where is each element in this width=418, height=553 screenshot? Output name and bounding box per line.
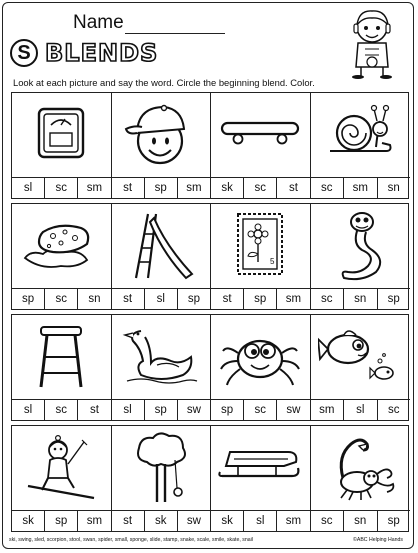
blend-option[interactable]: sp bbox=[211, 400, 244, 420]
scorpion-icon bbox=[321, 432, 399, 504]
picture-card bbox=[12, 315, 112, 419]
picture-card bbox=[311, 426, 411, 530]
sponge-icon bbox=[21, 210, 101, 276]
blend-option[interactable]: sc bbox=[311, 511, 345, 531]
blend-option[interactable]: sp bbox=[187, 293, 200, 305]
blend-option[interactable]: sk bbox=[211, 178, 244, 198]
name-field-line[interactable] bbox=[125, 33, 225, 34]
blend-option[interactable]: sl bbox=[12, 400, 45, 420]
blend-option[interactable]: sp bbox=[387, 293, 400, 305]
blend-option[interactable]: sl bbox=[112, 400, 145, 420]
blend-options bbox=[12, 399, 112, 420]
blend-option[interactable]: st bbox=[211, 289, 244, 309]
instructions-text: Look at each picture and say the word. Circle the beginning blend. Color. bbox=[13, 77, 315, 88]
blend-option[interactable]: sc bbox=[311, 289, 345, 309]
picture-box bbox=[12, 426, 112, 510]
blend-option[interactable]: st bbox=[288, 182, 298, 194]
picture-row bbox=[11, 203, 409, 310]
worksheet-header bbox=[3, 3, 413, 88]
kid-mascot-icon bbox=[341, 7, 403, 79]
picture-box bbox=[311, 204, 411, 288]
blend-option[interactable]: sc bbox=[45, 400, 78, 420]
blend-options bbox=[211, 399, 311, 420]
blends-title: BLENDS bbox=[45, 39, 159, 67]
skateboard-icon bbox=[218, 99, 302, 159]
blend-options bbox=[311, 288, 411, 309]
blend-option[interactable]: sk bbox=[12, 511, 45, 531]
blend-options bbox=[211, 510, 311, 531]
blend-options bbox=[12, 177, 112, 198]
picture-row bbox=[11, 314, 409, 421]
blend-option[interactable]: sc bbox=[45, 178, 78, 198]
picture-box bbox=[211, 426, 311, 510]
picture-box bbox=[311, 93, 411, 177]
blend-options bbox=[112, 177, 212, 198]
picture-box bbox=[12, 204, 112, 288]
blend-option[interactable]: sp bbox=[145, 178, 178, 198]
blend-option[interactable]: sk bbox=[211, 511, 244, 531]
blend-option[interactable]: sk bbox=[145, 511, 178, 531]
blend-options bbox=[211, 177, 311, 198]
blend-option[interactable]: sl bbox=[145, 289, 178, 309]
blend-options bbox=[112, 510, 212, 531]
picture-card bbox=[112, 426, 212, 530]
s-letter-circle: S bbox=[10, 39, 38, 67]
blend-option[interactable]: sp bbox=[145, 400, 178, 420]
blend-option[interactable]: sp bbox=[387, 515, 400, 527]
picture-card bbox=[12, 204, 112, 308]
skier-icon bbox=[24, 432, 98, 502]
blend-option[interactable]: sl bbox=[244, 511, 277, 531]
blend-option[interactable]: sw bbox=[186, 515, 201, 527]
picture-row bbox=[11, 425, 409, 532]
picture-card bbox=[112, 315, 212, 419]
blend-options bbox=[311, 177, 411, 198]
blend-options bbox=[12, 288, 112, 309]
word-list: ski, swing, sled, scorpion, stool, swan, spider, small, sponge, slide, stamp, snake, scale, smile, skate, snail bbox=[9, 537, 253, 543]
blend-options bbox=[311, 399, 411, 420]
name-label: Name bbox=[73, 12, 124, 33]
blend-option[interactable]: sp bbox=[45, 511, 78, 531]
picture-box bbox=[112, 204, 212, 288]
blend-option[interactable]: sm bbox=[344, 178, 378, 198]
blend-options bbox=[112, 288, 212, 309]
blend-option[interactable]: sn bbox=[387, 182, 400, 194]
blend-option[interactable]: sm bbox=[186, 182, 202, 194]
blend-option[interactable]: sc bbox=[244, 178, 277, 198]
tree-swing-icon bbox=[131, 432, 191, 504]
blend-option[interactable]: sm bbox=[86, 182, 103, 194]
picture-box bbox=[12, 93, 112, 177]
slide-icon bbox=[126, 210, 196, 282]
blend-option[interactable]: sw bbox=[286, 404, 301, 416]
picture-box bbox=[311, 426, 411, 510]
blend-options bbox=[311, 510, 411, 531]
blend-option[interactable]: sn bbox=[344, 289, 378, 309]
blend-option[interactable]: st bbox=[112, 178, 145, 198]
blend-option[interactable]: sc bbox=[45, 289, 78, 309]
picture-card bbox=[211, 426, 311, 530]
blend-options bbox=[112, 399, 212, 420]
blend-option[interactable]: sc bbox=[388, 404, 400, 416]
blend-option[interactable]: sn bbox=[344, 511, 378, 531]
picture-box bbox=[311, 315, 411, 399]
picture-card bbox=[12, 93, 112, 197]
picture-card bbox=[311, 93, 411, 197]
blend-option[interactable]: sc bbox=[311, 178, 345, 198]
spider-icon bbox=[219, 321, 301, 393]
picture-card bbox=[211, 93, 311, 197]
picture-box bbox=[112, 426, 212, 510]
picture-card bbox=[211, 315, 311, 419]
picture-card bbox=[12, 426, 112, 530]
svg-text:5: 5 bbox=[270, 257, 275, 266]
smiling-face-with-cap-icon bbox=[124, 99, 198, 171]
swan-icon bbox=[121, 321, 201, 387]
picture-card bbox=[112, 204, 212, 308]
blend-option[interactable]: st bbox=[89, 404, 99, 416]
picture-card bbox=[211, 204, 311, 308]
picture-box bbox=[211, 315, 311, 399]
blend-option[interactable]: st bbox=[112, 511, 145, 531]
picture-card bbox=[112, 93, 212, 197]
blend-option[interactable]: sl bbox=[344, 400, 378, 420]
picture-box bbox=[112, 93, 212, 177]
worksheet-footer bbox=[9, 537, 409, 543]
blend-option[interactable]: sm bbox=[285, 293, 302, 305]
snake-icon bbox=[332, 210, 388, 282]
credit-text: ©ABC Helping Hands bbox=[353, 537, 403, 543]
blend-option[interactable]: sm bbox=[311, 400, 345, 420]
picture-box bbox=[211, 204, 311, 288]
worksheet-page bbox=[2, 2, 414, 549]
stool-icon bbox=[31, 321, 91, 391]
blend-option[interactable]: sl bbox=[12, 178, 45, 198]
picture-box bbox=[112, 315, 212, 399]
blend-option[interactable]: sm bbox=[86, 515, 103, 527]
picture-box bbox=[211, 93, 311, 177]
stamp-icon bbox=[234, 210, 286, 278]
blend-options bbox=[12, 510, 112, 531]
blend-option[interactable]: sp bbox=[12, 289, 45, 309]
picture-row bbox=[11, 92, 409, 199]
picture-card bbox=[311, 204, 411, 308]
blend-option[interactable]: sm bbox=[285, 515, 302, 527]
blend-option[interactable]: sw bbox=[186, 404, 201, 416]
scale-icon bbox=[31, 99, 91, 165]
small-fish-icon bbox=[318, 321, 402, 391]
sled-icon bbox=[218, 432, 302, 492]
snail-icon bbox=[324, 99, 396, 165]
blend-option[interactable]: sp bbox=[244, 289, 277, 309]
blend-option[interactable]: sn bbox=[88, 293, 101, 305]
blend-options bbox=[211, 288, 311, 309]
blend-option[interactable]: sc bbox=[244, 400, 277, 420]
blend-option[interactable]: st bbox=[112, 289, 145, 309]
picture-grid bbox=[11, 92, 409, 534]
picture-card bbox=[311, 315, 411, 419]
picture-box bbox=[12, 315, 112, 399]
